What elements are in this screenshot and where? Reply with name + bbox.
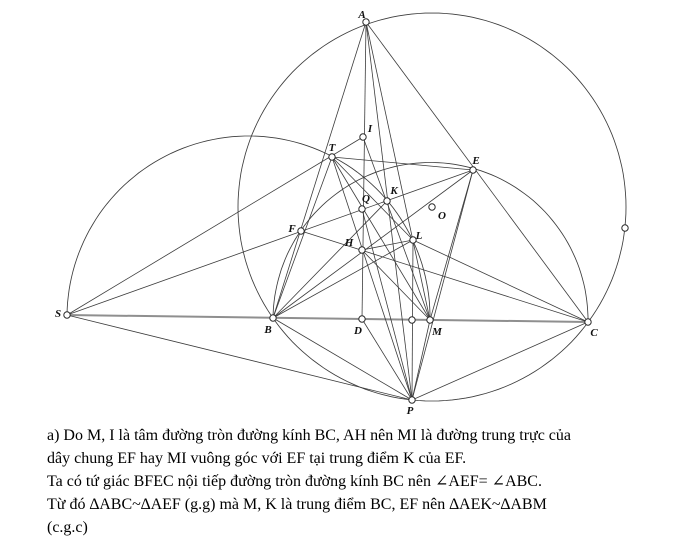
point-label-H: H: [344, 237, 354, 249]
segment-EP: [412, 170, 473, 400]
point-marker-E: [470, 167, 476, 173]
proof-line-3: Ta có tứ giác BFEC nội tiếp đường tròn đường kính BC nên ∠AEF= ∠ABC.: [47, 473, 542, 490]
point-label-O: O: [438, 210, 446, 222]
circle-S-T-K-L-M: [67, 136, 430, 320]
proof-line-5: (c.g.c): [47, 519, 88, 536]
point-label-I: I: [367, 123, 373, 135]
segment-HM: [362, 250, 430, 320]
segment-BP: [273, 318, 412, 400]
point-marker-C: [585, 319, 591, 325]
point-label-K: K: [390, 185, 398, 197]
segment-AP: [366, 22, 412, 400]
point-marker-T: [329, 154, 335, 160]
segment-CL: [413, 240, 588, 322]
point-label-D: D: [354, 325, 362, 337]
segment-BT: [273, 157, 332, 318]
point-marker-N2: [622, 225, 628, 231]
point-label-C: C: [590, 327, 598, 339]
point-marker-D: [359, 316, 365, 322]
point-label-P: P: [406, 405, 414, 417]
segment-TL: [332, 157, 413, 240]
segment-SI: [67, 137, 363, 315]
segment-MP: [412, 320, 430, 400]
point-label-L: L: [415, 230, 423, 242]
point-label-A: A: [358, 9, 366, 21]
point-label-S: S: [54, 308, 62, 320]
segment-QP: [362, 209, 412, 400]
segment-DP: [362, 319, 412, 400]
point-marker-B: [270, 315, 276, 321]
point-label-E: E: [472, 155, 480, 167]
point-marker-N1: [409, 317, 415, 323]
segment-HL: [362, 240, 413, 250]
point-marker-M: [427, 317, 433, 323]
segment-AD: [362, 22, 366, 319]
point-marker-K: [384, 198, 390, 204]
point-label-M: M: [432, 326, 442, 338]
point-label-F: F: [288, 223, 296, 235]
point-marker-F: [298, 228, 304, 234]
point-label-Q: Q: [362, 193, 370, 205]
segment-SC: [67, 315, 588, 322]
point-marker-S: [64, 312, 70, 318]
point-marker-H: [359, 247, 365, 253]
proof-line-4: Từ đó ∆ABC~∆AEF (g.g) mà M, K là trung điểm BC, EF nên ∆AEK~∆ABM: [47, 496, 547, 513]
segment-BE: [273, 170, 473, 318]
point-label-B: B: [264, 324, 272, 336]
point-marker-P: [409, 397, 415, 403]
segment-AC: [366, 22, 588, 322]
segment-TE: [332, 157, 473, 170]
point-marker-O: [429, 204, 435, 210]
segment-EM: [430, 170, 473, 320]
circle-diameter-BC: [273, 163, 588, 323]
proof-line-1: a) Do M, I là tâm đường tròn đường kính BC, AH nên MI là đường trung trực của: [47, 427, 571, 444]
proof-text: [47, 424, 660, 539]
point-label-T: T: [328, 142, 336, 154]
point-marker-I: [360, 134, 366, 140]
point-marker-Q: [359, 206, 365, 212]
proof-line-2: dây chung EF hay MI vuông góc với EF tại trung điểm K của EF.: [47, 450, 467, 467]
segment-BK: [273, 201, 387, 318]
